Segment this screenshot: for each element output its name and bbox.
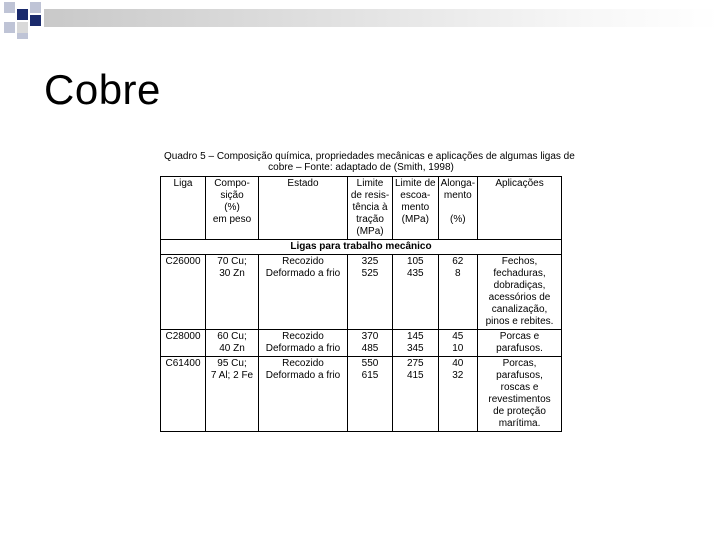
header-estado: Estado [259, 177, 348, 240]
header-decoration [0, 0, 720, 40]
header-limite-resistencia: Limite de resis- tência à tração (MPa) [348, 177, 393, 240]
decor-square [4, 22, 15, 33]
section-label: Ligas para trabalho mecânico [161, 240, 562, 255]
cell-escoamento: 275 415 [393, 357, 439, 432]
cell-estado: Recozido Deformado a frio [259, 255, 348, 330]
table-caption [160, 151, 575, 173]
decor-square [17, 22, 28, 33]
table-header-row [161, 177, 562, 240]
table-row [161, 330, 562, 357]
copper-alloys-table [160, 176, 562, 432]
decor-square [17, 33, 28, 39]
cell-alongamento: 45 10 [438, 330, 477, 357]
cell-liga: C61400 [161, 357, 206, 432]
cell-aplicacoes: Porcas e parafusos. [478, 330, 562, 357]
cell-alongamento: 62 8 [438, 255, 477, 330]
cell-composicao: 95 Cu; 7 Al; 2 Fe [206, 357, 259, 432]
cell-resistencia: 325 525 [348, 255, 393, 330]
cell-composicao: 60 Cu; 40 Zn [206, 330, 259, 357]
header-aplicacoes: Aplicações [478, 177, 562, 240]
header-composicao: Compo- sição (%) em peso [206, 177, 259, 240]
caption-line: cobre – Fonte: adaptado de (Smith, 1998) [268, 162, 454, 173]
table-row [161, 255, 562, 330]
cell-aplicacoes: Fechos, fechaduras, dobradiças, acessórios de canalização, pinos e rebites. [478, 255, 562, 330]
decor-square [17, 9, 28, 20]
cell-liga: C28000 [161, 330, 206, 357]
cell-escoamento: 105 435 [393, 255, 439, 330]
header-alongamento: Alonga- mento (%) [438, 177, 477, 240]
cell-escoamento: 145 345 [393, 330, 439, 357]
cell-resistencia: 370 485 [348, 330, 393, 357]
cell-estado: Recozido Deformado a frio [259, 357, 348, 432]
decor-square [4, 2, 15, 13]
cell-liga: C26000 [161, 255, 206, 330]
cell-aplicacoes: Porcas, parafusos, roscas e revestimentos de proteção marítima. [478, 357, 562, 432]
header-limite-escoamento: Limite de escoa- mento (MPa) [393, 177, 439, 240]
decor-square [30, 15, 41, 26]
copper-alloys-table-figure [160, 151, 575, 432]
cell-alongamento: 40 32 [438, 357, 477, 432]
cell-resistencia: 550 615 [348, 357, 393, 432]
decor-square [30, 2, 41, 13]
header-gradient-bar [44, 9, 720, 27]
table-row [161, 357, 562, 432]
cell-estado: Recozido Deformado a frio [259, 330, 348, 357]
header-liga: Liga [161, 177, 206, 240]
section-row [161, 240, 562, 255]
slide-title: Cobre [44, 66, 161, 113]
cell-composicao: 70 Cu; 30 Zn [206, 255, 259, 330]
caption-line: Quadro 5 – Composição química, propriedades mecânicas e aplicações de algumas ligas de [164, 151, 575, 162]
